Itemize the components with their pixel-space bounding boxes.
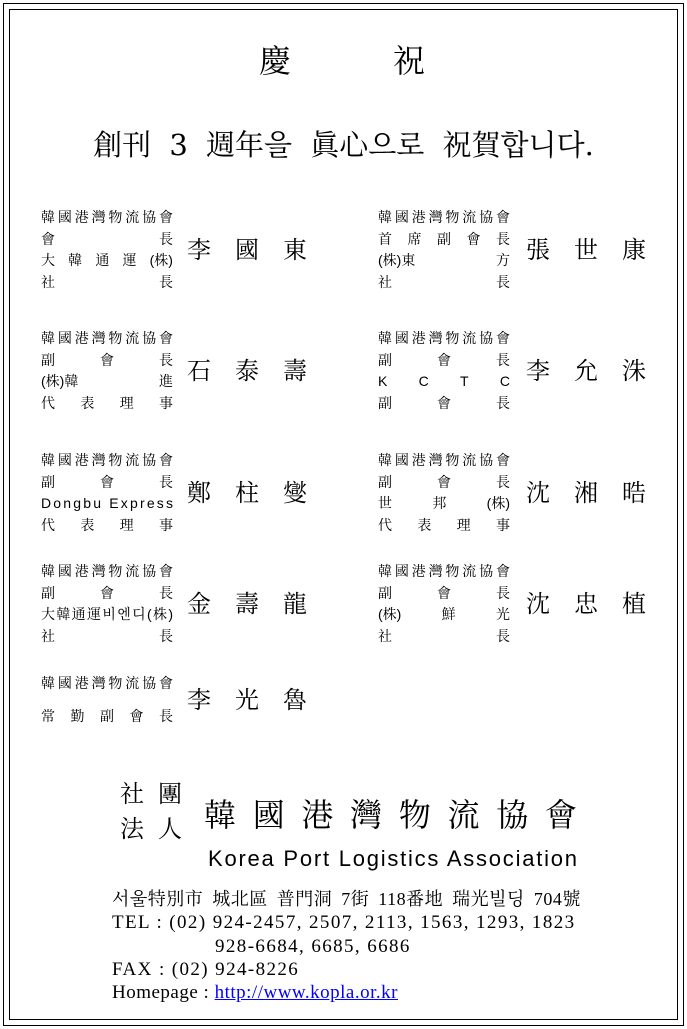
text-token: 鮮: [441, 606, 456, 622]
text-token: 世: [574, 236, 598, 264]
text-token: 席: [407, 230, 422, 247]
association-position: [41, 583, 173, 605]
text-token: 長: [159, 627, 173, 644]
person-name: [187, 478, 307, 508]
text-token: 長: [159, 351, 173, 368]
text-token: 理: [456, 516, 471, 533]
text-token: 忠: [574, 590, 598, 618]
text-token: 副: [437, 230, 451, 247]
page-title: [259, 44, 425, 78]
text-run: 韓國港灣物流協會: [378, 452, 513, 468]
text-token: T: [460, 373, 469, 389]
association-position: [41, 472, 173, 494]
text-token: 事: [158, 516, 173, 533]
text-token: 會: [437, 584, 451, 601]
company-name: [41, 250, 173, 272]
congratulator-entry: [378, 207, 646, 293]
text-token: 沈: [526, 590, 550, 618]
company-position: [378, 515, 510, 537]
text-run: 韓國港灣物流協會: [41, 675, 176, 691]
congratulator-entry: [378, 561, 646, 647]
company-position: [378, 626, 510, 648]
text-token: 團: [158, 780, 182, 808]
association-name-english: [208, 846, 577, 872]
text-token: (株)東: [378, 252, 416, 268]
text-run: Korea Port Logistics Association: [208, 846, 579, 871]
person-name: [526, 589, 646, 619]
association-name-korean: [204, 797, 577, 833]
association-position: [41, 706, 173, 728]
text-token: 副: [41, 473, 55, 490]
text-token: 允: [574, 357, 598, 385]
text-token: 副: [378, 584, 392, 601]
person-name: [526, 478, 646, 508]
congratulator-row: [0, 673, 687, 727]
text-token: C: [418, 373, 429, 389]
text-token: 鄭: [187, 479, 211, 507]
corporation-type-line: [120, 812, 182, 847]
text-token: 魯: [283, 686, 307, 714]
association-position: [378, 229, 510, 251]
association-position: [378, 350, 510, 372]
text-token: 韓: [68, 252, 83, 268]
text-run: 大韓通運비엔디(株): [41, 606, 175, 622]
text-token: 祝: [392, 42, 425, 80]
text-token: 會: [437, 351, 451, 368]
congratulator-entry: [378, 328, 646, 414]
text-token: 港: [301, 796, 334, 834]
corporation-type-line: [120, 777, 182, 812]
text-token: 長: [496, 584, 510, 601]
text-token: 世: [378, 495, 392, 511]
text-token: 事: [495, 516, 510, 533]
text-token: 社: [378, 627, 392, 644]
congratulator-row: [0, 450, 687, 536]
affiliation-block: [378, 561, 513, 647]
text-token: 副: [378, 351, 392, 368]
text-token: 常: [41, 707, 55, 724]
person-name: [526, 235, 646, 265]
text-token: 晧: [622, 479, 646, 507]
text-token: C: [499, 373, 510, 389]
text-token: 人: [158, 815, 182, 843]
association-affiliation: [378, 561, 513, 583]
text-token: 長: [159, 707, 173, 724]
company-name: [378, 604, 510, 626]
text-token: (株): [149, 252, 173, 268]
text-token: 方: [496, 252, 510, 268]
text-token: 理: [119, 516, 134, 533]
text-token: 會: [100, 351, 114, 368]
company-position: [378, 272, 510, 294]
company-name: [378, 250, 510, 272]
text-token: 會: [129, 707, 144, 724]
company-position: [41, 393, 173, 415]
text-token: 副: [100, 707, 114, 724]
affiliation-block: [378, 207, 513, 293]
text-token: 長: [159, 273, 173, 290]
company-position: [41, 515, 173, 537]
association-affiliation: [41, 561, 176, 583]
text-token: 慶: [259, 42, 292, 80]
association-affiliation: [41, 328, 176, 350]
text-token: 會: [100, 584, 114, 601]
person-name: [187, 685, 307, 715]
homepage-label: Homepage :: [112, 982, 210, 1003]
text-token: 理: [119, 394, 134, 411]
text-token: 流: [447, 796, 480, 834]
text-token: 長: [496, 473, 510, 490]
contact-block: [112, 888, 581, 1004]
text-token: 進: [159, 373, 173, 389]
association-position: [378, 472, 510, 494]
congratulator-row: [0, 561, 687, 647]
text-run: 韓國港灣物流協會: [378, 209, 513, 225]
text-token: 勤: [70, 707, 85, 724]
company-name: [41, 493, 176, 515]
text-token: 光: [235, 686, 259, 714]
text-token: 社: [41, 273, 55, 290]
company-name: [378, 493, 510, 515]
text-token: 長: [159, 473, 173, 490]
telephone-continued: 928-6684, 6685, 6686: [215, 935, 411, 957]
text-token: 沈: [526, 479, 550, 507]
congratulation-message: 創刊 3 週年을 眞心으로 祝賀합니다.: [93, 128, 594, 162]
text-run: 韓國港灣物流協會: [41, 209, 176, 225]
text-token: 代: [41, 394, 55, 411]
text-token: 湘: [574, 479, 598, 507]
text-token: 龍: [283, 590, 307, 618]
text-token: 長: [159, 230, 173, 247]
company-name: [41, 604, 173, 626]
text-token: 東: [283, 236, 307, 264]
association-position: [41, 350, 173, 372]
text-token: 張: [526, 236, 550, 264]
text-token: (株)韓: [41, 373, 79, 389]
telephone: TEL : (02) 924-2457, 2507, 2113, 1563, 1293, 1823: [112, 912, 576, 934]
company-position: [41, 626, 173, 648]
text-run: 韓國港灣物流協會: [378, 330, 513, 346]
company-name: [41, 371, 173, 393]
fax: FAX : (02) 924-8226: [112, 958, 300, 980]
association-position: [41, 229, 173, 251]
text-token: 長: [496, 273, 510, 290]
company-position: [41, 272, 173, 294]
homepage-link[interactable]: http://www.kopla.or.kr: [214, 982, 398, 1003]
text-token: 社: [41, 627, 55, 644]
text-token: 國: [235, 236, 259, 264]
corporation-type-block: [120, 777, 182, 847]
text-token: 康: [622, 236, 646, 264]
text-run: 韓國港灣物流協會: [41, 563, 176, 579]
text-token: 植: [622, 590, 646, 618]
text-token: 副: [41, 584, 55, 601]
text-token: 柱: [235, 479, 259, 507]
text-token: 社: [120, 780, 144, 808]
person-name: [187, 589, 307, 619]
text-token: 大: [41, 252, 55, 268]
text-token: (株): [486, 495, 510, 511]
text-token: 會: [437, 473, 451, 490]
text-run: Dongbu Express: [41, 495, 176, 511]
text-token: 事: [158, 394, 173, 411]
association-affiliation: [41, 450, 176, 472]
text-token: 石: [187, 357, 211, 385]
congratulator-entry: [41, 673, 307, 727]
text-token: 金: [187, 590, 211, 618]
affiliation-block: [41, 328, 176, 414]
text-token: 運: [122, 252, 137, 268]
text-token: 副: [378, 394, 392, 411]
association-affiliation: [41, 207, 176, 229]
text-token: K: [378, 373, 388, 389]
congratulator-entry: [41, 328, 307, 414]
text-token: 燮: [283, 479, 307, 507]
text-token: 法: [120, 815, 144, 843]
text-token: 洙: [622, 357, 646, 385]
text-token: 灣: [350, 796, 383, 834]
text-run: 韓國港灣物流協會: [378, 563, 513, 579]
text-token: 會: [544, 796, 577, 834]
congratulator-entry: [41, 561, 307, 647]
text-token: 李: [187, 686, 211, 714]
text-token: 韓: [204, 796, 237, 834]
text-token: 李: [187, 236, 211, 264]
text-token: 壽: [235, 590, 259, 618]
text-token: 物: [398, 796, 431, 834]
association-affiliation: [378, 328, 513, 350]
text-token: 長: [496, 394, 510, 411]
congratulator-entry: [378, 450, 646, 536]
text-token: 表: [417, 516, 432, 533]
text-token: 通: [95, 252, 110, 268]
text-run: 韓國港灣物流協會: [41, 330, 176, 346]
congratulator-row: [0, 328, 687, 414]
text-token: 社: [378, 273, 392, 290]
company-position: [378, 393, 510, 415]
person-name: [187, 235, 307, 265]
text-token: 會: [437, 394, 451, 411]
affiliation-block: [41, 450, 176, 536]
association-affiliation: [41, 673, 176, 695]
affiliation-block: [41, 207, 176, 293]
text-run: 韓國港灣物流協會: [41, 452, 176, 468]
congratulator-entry: [41, 450, 307, 536]
company-name: [378, 371, 510, 393]
text-token: 邦: [432, 495, 447, 511]
congratulator-row: [0, 207, 687, 293]
text-token: 副: [41, 351, 55, 368]
text-token: 會: [100, 473, 114, 490]
text-token: 會: [41, 230, 55, 247]
person-name: [526, 356, 646, 386]
affiliation-block: [41, 673, 176, 727]
association-affiliation: [378, 207, 513, 229]
text-token: 泰: [235, 357, 259, 385]
affiliation-block: [41, 561, 176, 647]
address: 서울特別市 城北區 普門洞 7街 118番地 瑞光빌딩 704號: [112, 889, 581, 909]
text-token: 李: [526, 357, 550, 385]
text-token: 代: [378, 516, 392, 533]
text-token: 表: [80, 394, 95, 411]
text-token: 副: [378, 473, 392, 490]
text-token: 首: [378, 230, 392, 247]
association-position: [378, 583, 510, 605]
text-token: 表: [80, 516, 95, 533]
text-token: 長: [159, 584, 173, 601]
text-token: 會: [466, 230, 481, 247]
text-token: 長: [496, 627, 510, 644]
text-token: 代: [41, 516, 55, 533]
text-token: 長: [496, 351, 510, 368]
text-token: 協: [496, 796, 529, 834]
person-name: [187, 356, 307, 386]
text-token: 壽: [283, 357, 307, 385]
text-token: (株): [378, 606, 402, 622]
homepage-line: [112, 981, 581, 1004]
affiliation-block: [378, 450, 513, 536]
affiliation-block: [378, 328, 513, 414]
text-token: 國: [252, 796, 285, 834]
text-token: 長: [496, 230, 510, 247]
association-affiliation: [378, 450, 513, 472]
text-token: 光: [495, 606, 510, 622]
congratulator-entry: [41, 207, 307, 293]
